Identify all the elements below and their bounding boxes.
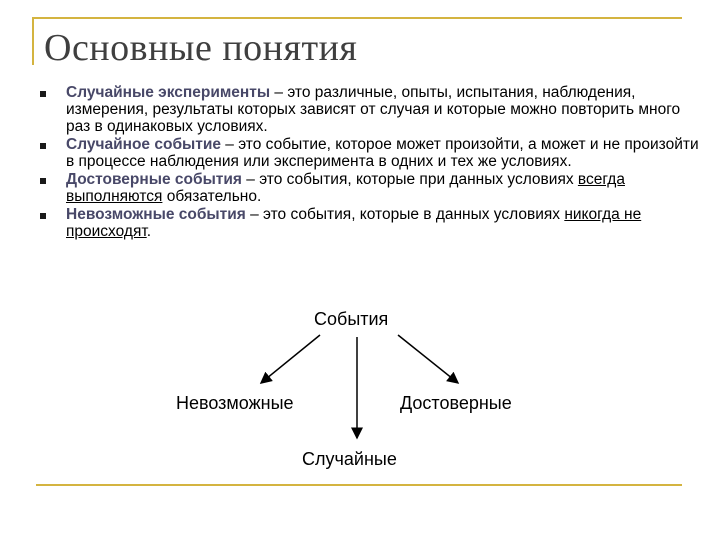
slide-title: Основные понятия (44, 27, 358, 69)
diagram-impossible-label: Невозможные (176, 393, 294, 413)
definition-term: Достоверные события (66, 171, 242, 188)
definition-term: Невозможные события (66, 206, 246, 223)
diagram-root-label: События (314, 309, 389, 329)
definition-text: – это события, которые в данных условиях (245, 206, 565, 223)
arrow-to-certain (398, 335, 458, 383)
definition-term: Случайные эксперименты (66, 84, 271, 101)
diagram-random-label: Случайные (302, 449, 397, 469)
definition-tail: . (146, 223, 152, 240)
definition-term: Случайное событие (66, 136, 221, 153)
diagram-certain-label: Достоверные (400, 393, 512, 413)
definition-text: – это события, которые при данных условиях (241, 171, 578, 188)
definition-tail: обязательно. (162, 188, 262, 205)
bottom-border-line (36, 484, 682, 486)
underlined-phrase: никогда не происходят (66, 206, 642, 240)
definition-text: – это различные, опыты, испытания, наблюдения, измерения, результаты которых зависят от случая и которые можно повторить много раз в одинаковых условиях. (66, 84, 681, 135)
underlined-phrase: всегда выполняются (66, 171, 625, 205)
definition-text: – это событие, которое может произойти, а может и не произойти в процессе наблюдения или эксперимента в одних и тех же условиях. (66, 136, 699, 170)
arrow-to-impossible (261, 335, 320, 383)
